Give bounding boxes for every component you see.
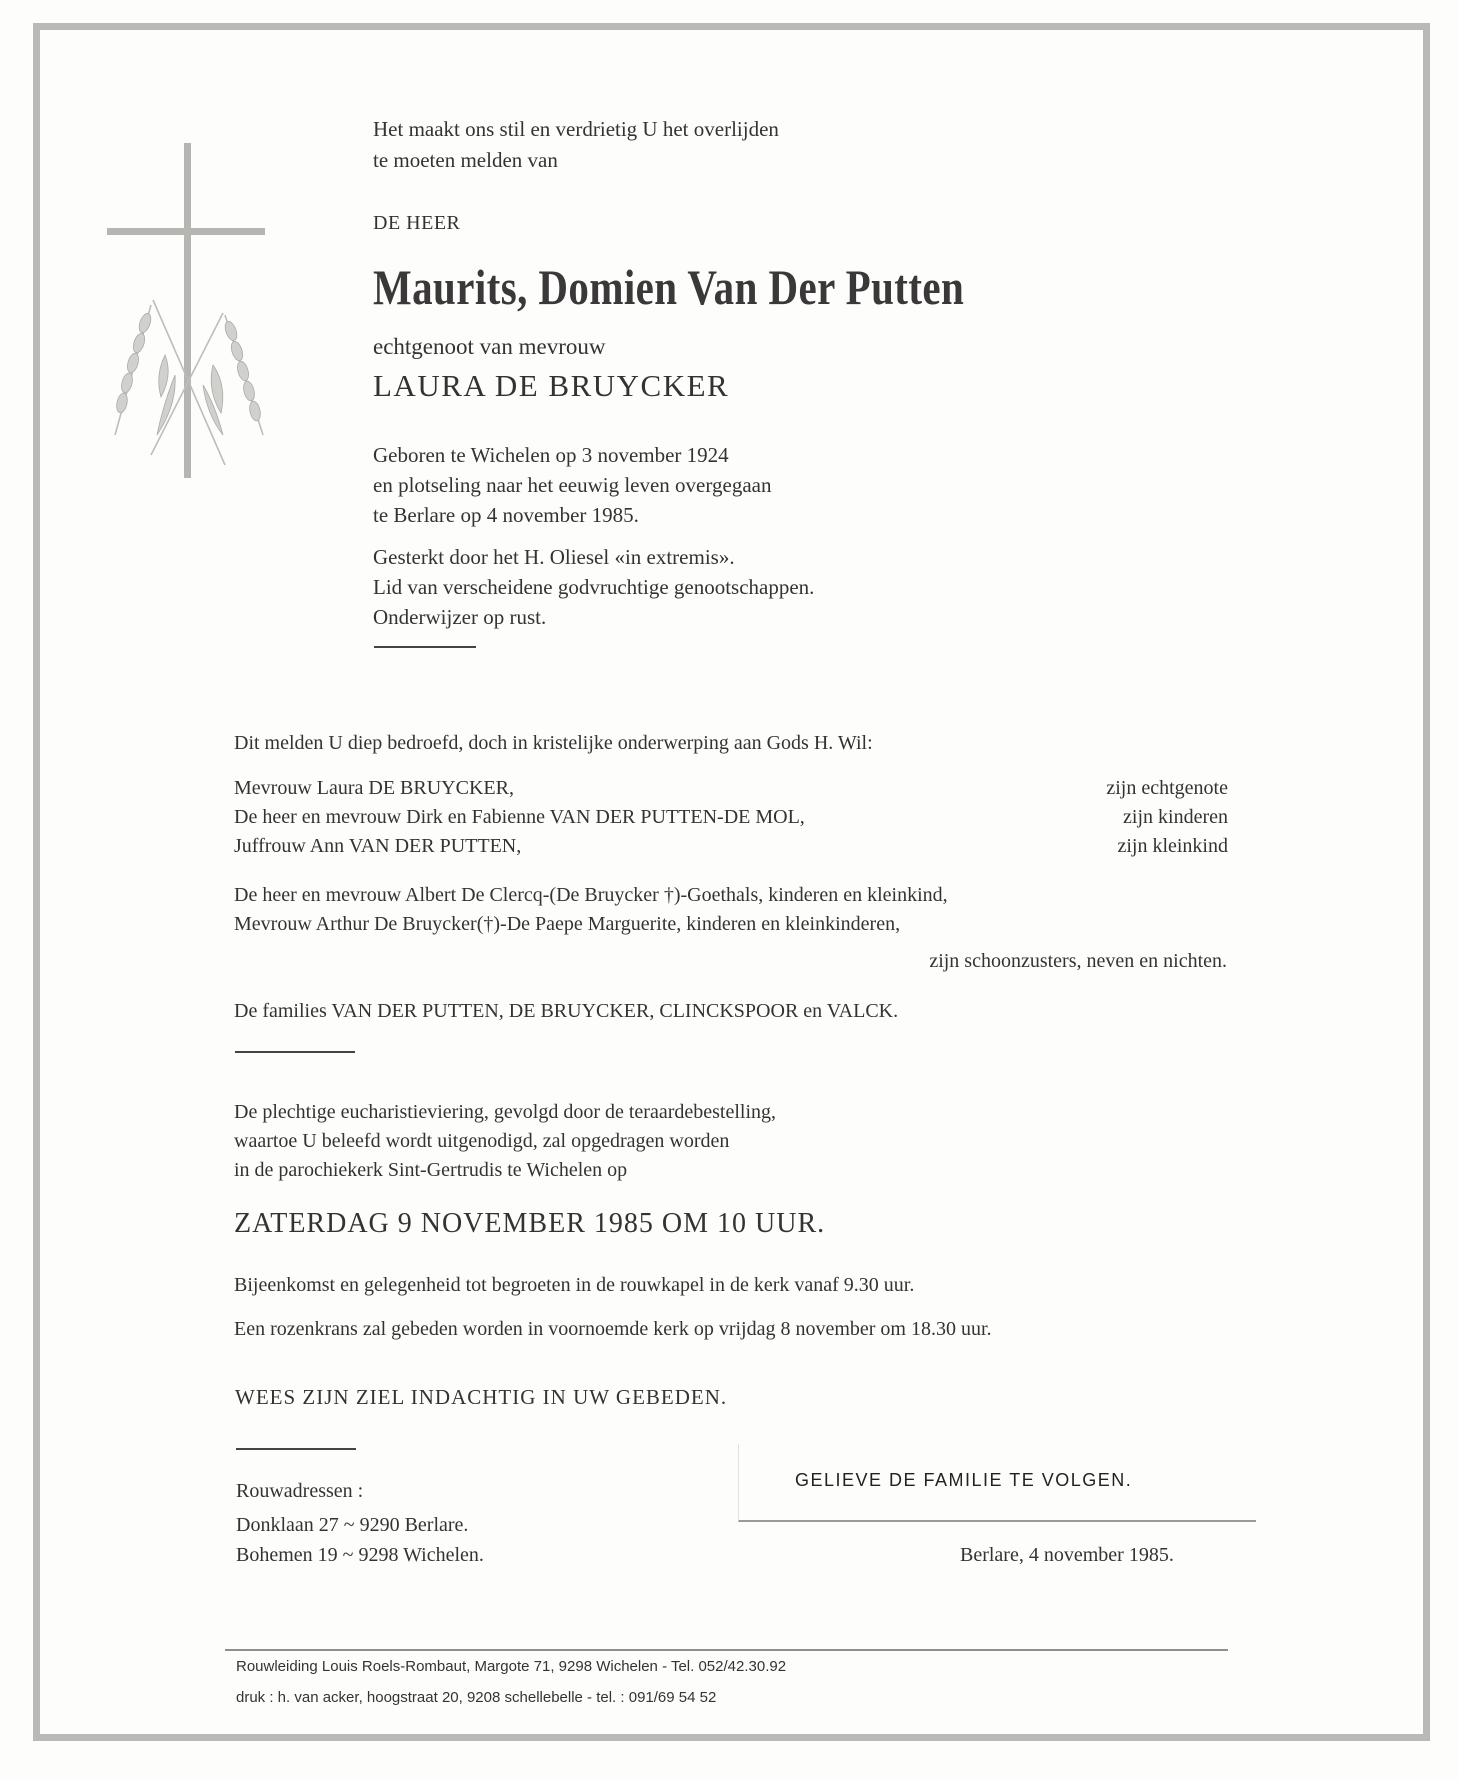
cross-with-wheat-icon xyxy=(95,135,280,485)
cross-vertical-bar xyxy=(184,143,191,478)
close-family-role-3: zijn kleinkind xyxy=(1117,835,1228,857)
follow-notice: GELIEVE DE FAMILIE TE VOLGEN. xyxy=(795,1470,1133,1490)
mourners-intro: Dit melden U diep bedroefd, doch in kristelijke onderwerping aan Gods H. Wil: xyxy=(234,732,873,754)
spouse-name: LAURA DE BRUYCKER xyxy=(373,368,730,403)
divider-2 xyxy=(235,1051,355,1053)
close-family-role-1: zijn echtgenote xyxy=(1106,777,1228,799)
bio-extra-line-1: Gesterkt door het H. Oliesel «in extremis». xyxy=(373,545,735,569)
service-line-3: in de parochiekerk Sint-Gertrudis te Wichelen op xyxy=(234,1159,628,1181)
extended-family-line-2: Mevrouw Arthur De Bruycker(†)-De Paepe Marguerite, kinderen en kleinkinderen, xyxy=(234,913,901,935)
cross-horizontal-bar xyxy=(107,228,265,235)
bio-extra-line-2: Lid van verscheidene godvruchtige genootschappen. xyxy=(373,575,815,599)
extended-family-role: zijn schoonzusters, neven en nichten. xyxy=(929,950,1227,972)
address-line-2: Bohemen 19 ~ 9298 Wichelen. xyxy=(236,1544,484,1566)
addresses-label: Rouwadressen : xyxy=(236,1480,364,1502)
bio-line-3: te Berlare op 4 november 1985. xyxy=(373,503,639,527)
bio-line-1: Geboren te Wichelen op 3 november 1924 xyxy=(373,443,729,467)
title-de-heer: DE HEER xyxy=(373,212,461,234)
address-line-1: Donklaan 27 ~ 9290 Berlare. xyxy=(236,1514,469,1536)
footer-divider xyxy=(225,1649,1228,1651)
service-date: ZATERDAG 9 NOVEMBER 1985 OM 10 UUR. xyxy=(234,1208,826,1239)
service-line-1: De plechtige eucharistieviering, gevolgd door de teraardebestelling, xyxy=(234,1101,777,1123)
spouse-label: echtgenoot van mevrouw xyxy=(373,334,606,359)
close-family-name-2: De heer en mevrouw Dirk en Fabienne VAN DER PUTTEN-DE MOL, xyxy=(234,806,805,828)
gathering-line: Bijeenkomst en gelegenheid tot begroeten in de rouwkapel in de kerk vanaf 9.30 uur. xyxy=(234,1274,915,1296)
extended-family-line-1: De heer en mevrouw Albert De Clercq-(De Bruycker †)-Goethals, kinderen en kleinkind, xyxy=(234,884,948,906)
printer-line: druk : h. van acker, hoogstraat 20, 9208 schellebelle - tel. : 091/69 54 52 xyxy=(236,1689,717,1706)
close-family-role-2: zijn kinderen xyxy=(1123,806,1228,828)
families-line: De families VAN DER PUTTEN, DE BRUYCKER, CLINCKSPOOR en VALCK. xyxy=(234,1000,899,1022)
deceased-name: Maurits, Domien Van Der Putten xyxy=(373,259,965,315)
prayer-line: WEES ZIJN ZIEL INDACHTIG IN UW GEBEDEN. xyxy=(235,1385,728,1409)
divider-3 xyxy=(236,1448,356,1450)
service-line-2: waartoe U beleefd wordt uitgenodigd, zal opgedragen worden xyxy=(234,1130,730,1152)
intro-line-1: Het maakt ons stil en verdrietig U het overlijden xyxy=(373,117,779,141)
bio-line-2: en plotseling naar het eeuwig leven overgegaan xyxy=(373,473,772,497)
place-date: Berlare, 4 november 1985. xyxy=(960,1544,1174,1566)
intro-line-2: te moeten melden van xyxy=(373,148,558,172)
close-family-name-3: Juffrouw Ann VAN DER PUTTEN, xyxy=(234,835,522,857)
close-family-name-1: Mevrouw Laura DE BRUYCKER, xyxy=(234,777,514,799)
rosary-line: Een rozenkrans zal gebeden worden in voornoemde kerk op vrijdag 8 november om 18.30 uur. xyxy=(234,1318,992,1340)
bio-extra-line-3: Onderwijzer op rust. xyxy=(373,605,547,629)
funeral-director-line: Rouwleiding Louis Roels-Rombaut, Margote 71, 9298 Wichelen - Tel. 052/42.30.92 xyxy=(236,1658,787,1675)
divider-1 xyxy=(374,646,476,648)
